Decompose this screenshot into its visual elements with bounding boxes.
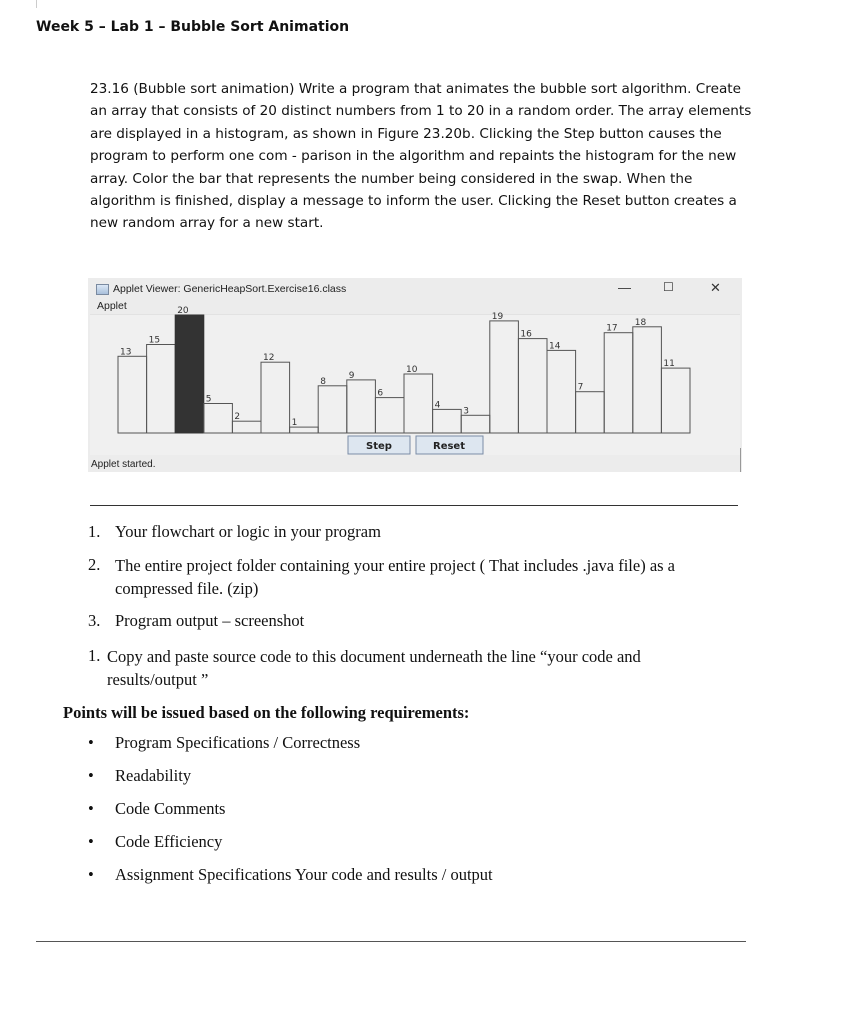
- requirements-heading: Points will be issued based on the following requirements:: [63, 703, 470, 722]
- bar-value-label: 15: [148, 335, 161, 346]
- histogram-bar: [375, 398, 404, 433]
- maximize-icon[interactable]: ☐: [663, 280, 674, 294]
- bar-value-label: 14: [549, 341, 561, 352]
- requirement-item: Code Efficiency: [115, 832, 223, 851]
- bar-value-label: 9: [348, 370, 355, 381]
- instruction-text-span: Copy and paste source code to this document underneath the line “your code and results/output ”: [107, 647, 641, 689]
- histogram-bar: [347, 380, 376, 433]
- deliverable-number: 1.: [88, 522, 101, 541]
- reset-button[interactable]: [416, 436, 483, 454]
- bar-value-label: 13: [120, 347, 132, 358]
- bullet-icon: •: [88, 799, 94, 818]
- bar-value-label: 16: [520, 329, 532, 340]
- bottom-separator-line: [36, 941, 746, 942]
- bar-value-label: 12: [263, 353, 275, 364]
- step-button[interactable]: [348, 436, 410, 454]
- window-title-bar: [96, 283, 346, 295]
- page-edge-mark: [36, 0, 37, 8]
- java-app-icon: [96, 284, 109, 295]
- histogram-bar: [118, 356, 147, 433]
- bar-value-label: 8: [320, 376, 326, 387]
- histogram-bar: [433, 409, 462, 433]
- bar-value-label: 18: [634, 317, 647, 328]
- window-edge: [740, 448, 741, 472]
- bullet-icon: •: [88, 733, 94, 752]
- window-title: Applet Viewer: GenericHeapSort.Exercise16.class: [113, 283, 347, 295]
- histogram-bar: [261, 362, 290, 433]
- reset-button-label[interactable]: Reset: [433, 441, 465, 452]
- page-title: Week 5 – Lab 1 – Bubble Sort Animation: [36, 19, 350, 35]
- applet-status: Applet started.: [91, 459, 156, 470]
- deliverable-number: 2.: [88, 555, 101, 574]
- bullet-icon: •: [88, 832, 94, 851]
- applet-window: [88, 278, 742, 472]
- close-icon[interactable]: ✕: [710, 280, 721, 295]
- deliverable-text: Program output – screenshot: [115, 611, 305, 630]
- histogram-bar: [404, 374, 433, 433]
- histogram-bar: [633, 327, 662, 433]
- bar-value-label: 1: [291, 418, 298, 429]
- bar-value-label: 2: [234, 412, 241, 423]
- histogram-bar: [232, 421, 261, 433]
- bar-value-label: 20: [177, 306, 189, 316]
- assignment-description: 23.16 (Bubble sort animation) Write a program that animates the bubble sort algorithm. Create an array that consists of 20 distinct numbers from 1 to 20 in a random order. The array elements are displayed in a histogram, as shown in Figure 23.20b. Clicking the Step button causes the program to perform one com - parison in the algorithm and repaints the histogram for the new array. Color the bar that represents the number being considered in the swap. When the algorithm is finished, display a message to inform the user. Clicking the Reset button creates a new random array for a new start.: [90, 81, 752, 232]
- bullet-icon: •: [88, 865, 94, 884]
- bar-value-label: 11: [663, 359, 675, 370]
- histogram-bar: [518, 339, 547, 433]
- deliverable-text: Your flowchart or logic in your program: [115, 522, 381, 541]
- minimize-icon[interactable]: —: [618, 280, 631, 295]
- bar-value-label: 4: [434, 400, 441, 411]
- histogram-bar: [318, 386, 347, 433]
- histogram-bar: [175, 315, 204, 433]
- instruction-number: 1.: [88, 646, 101, 665]
- applet-menu[interactable]: Applet: [97, 300, 127, 312]
- histogram-bar: [490, 321, 519, 433]
- histogram-bar: [576, 392, 605, 433]
- requirement-item: Code Comments: [115, 799, 226, 818]
- instruction-text: [107, 646, 727, 691]
- histogram-bar: [661, 368, 690, 433]
- histogram-bar: [461, 415, 490, 433]
- histogram-bar: [547, 350, 576, 433]
- histogram-bar: [147, 345, 176, 434]
- requirement-item: Assignment Specifications Your code and results / output: [115, 865, 493, 884]
- deliverable-number: 3.: [88, 611, 101, 630]
- histogram-bar: [604, 333, 633, 433]
- bar-value-label: 19: [491, 311, 504, 322]
- requirement-item: Program Specifications / Correctness: [115, 733, 361, 752]
- step-button-label[interactable]: Step: [366, 441, 392, 452]
- bar-value-label: 3: [463, 406, 469, 417]
- requirement-item: Readability: [115, 766, 192, 785]
- bar-value-label: 5: [205, 394, 212, 405]
- deliverable-text: The entire project folder containing your entire project ( That includes .java file) as a compressed file. (zip): [115, 556, 676, 598]
- bar-value-label: 10: [406, 365, 418, 375]
- bullet-icon: •: [88, 766, 94, 785]
- histogram-bar: [204, 404, 233, 434]
- bar-value-label: 6: [377, 388, 384, 399]
- bar-value-label: 7: [577, 382, 584, 393]
- bar-value-label: 17: [606, 323, 618, 334]
- separator-line: [90, 505, 738, 506]
